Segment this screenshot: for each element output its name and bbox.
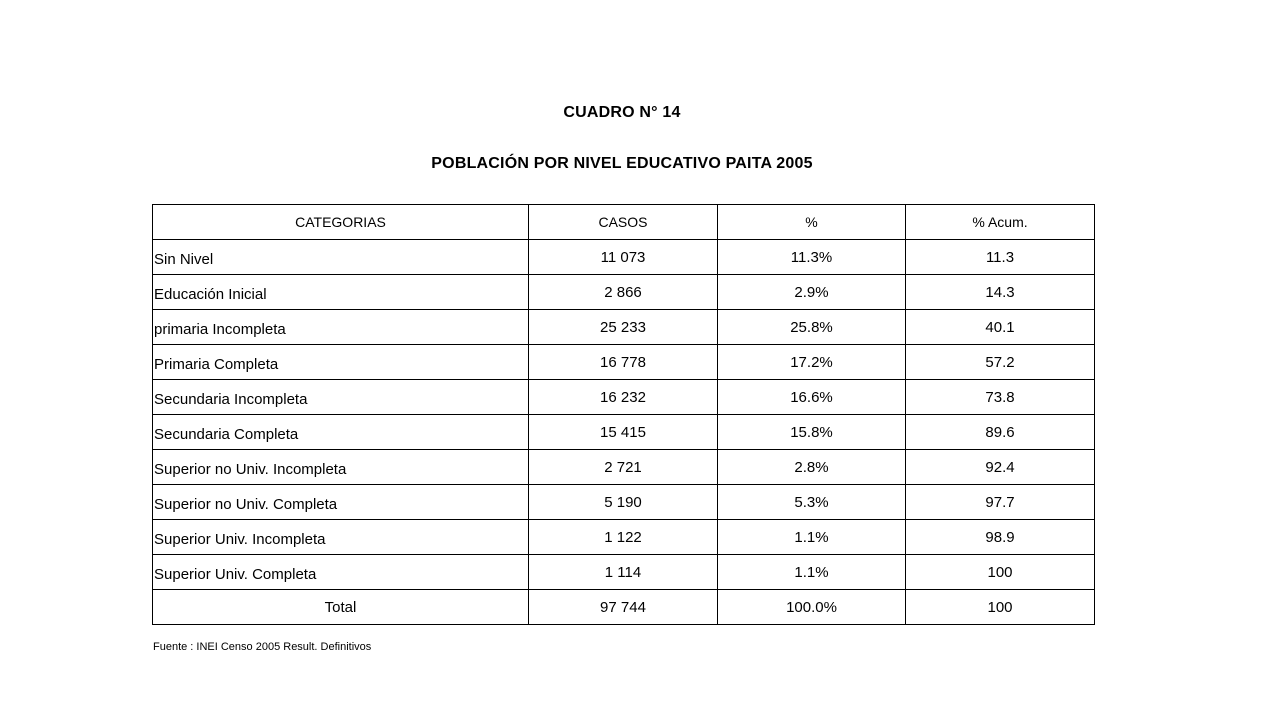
table-row xyxy=(153,380,1095,415)
cell-percent: 25.8% xyxy=(718,310,906,345)
table-row xyxy=(153,520,1095,555)
cell-casos: 16 778 xyxy=(529,345,718,380)
cell-percent: 2.8% xyxy=(718,450,906,485)
cell-category: Primaria Completa xyxy=(153,345,529,380)
cell-category: Superior no Univ. Completa xyxy=(153,485,529,520)
cell-category: Superior Univ. Incompleta xyxy=(153,520,529,555)
cell-percent-acum: 100 xyxy=(906,555,1095,590)
cell-percent-acum: 57.2 xyxy=(906,345,1095,380)
cell-casos: 16 232 xyxy=(529,380,718,415)
cell-percent: 11.3% xyxy=(718,240,906,275)
cell-casos: 11 073 xyxy=(529,240,718,275)
table-row xyxy=(153,275,1095,310)
cell-category: Educación Inicial xyxy=(153,275,529,310)
cell-percent-acum: 89.6 xyxy=(906,415,1095,450)
cell-category: Sin Nivel xyxy=(153,240,529,275)
source-note: Fuente : INEI Censo 2005 Result. Definitivos xyxy=(153,641,372,653)
header-casos: CASOS xyxy=(529,205,718,240)
table-row xyxy=(153,485,1095,520)
cell-casos: 25 233 xyxy=(529,310,718,345)
cell-category: Secundaria Completa xyxy=(153,415,529,450)
table-row xyxy=(153,345,1095,380)
cell-percent-acum: 98.9 xyxy=(906,520,1095,555)
table-subtitle: POBLACIÓN POR NIVEL EDUCATIVO PAITA 2005 xyxy=(431,155,813,172)
table-row xyxy=(153,415,1095,450)
cell-category: Superior no Univ. Incompleta xyxy=(153,450,529,485)
table-row xyxy=(153,310,1095,345)
cell-casos: 5 190 xyxy=(529,485,718,520)
header-percent-acum: % Acum. xyxy=(906,205,1095,240)
cell-percent-acum: 14.3 xyxy=(906,275,1095,310)
cell-total-casos: 97 744 xyxy=(529,590,718,625)
cell-total-percent: 100.0% xyxy=(718,590,906,625)
cell-percent: 5.3% xyxy=(718,485,906,520)
cell-percent-acum: 40.1 xyxy=(906,310,1095,345)
table-title: CUADRO N° 14 xyxy=(563,104,681,121)
cell-percent: 1.1% xyxy=(718,555,906,590)
cell-percent: 16.6% xyxy=(718,380,906,415)
cell-casos: 1 114 xyxy=(529,555,718,590)
cell-category: Secundaria Incompleta xyxy=(153,380,529,415)
cell-casos: 2 721 xyxy=(529,450,718,485)
header-categorias: CATEGORIAS xyxy=(153,205,529,240)
cell-percent-acum: 97.7 xyxy=(906,485,1095,520)
cell-category: Superior Univ. Completa xyxy=(153,555,529,590)
cell-percent-acum: 73.8 xyxy=(906,380,1095,415)
cell-casos: 1 122 xyxy=(529,520,718,555)
cell-total-label: Total xyxy=(153,590,529,625)
total-row xyxy=(153,590,1095,625)
education-table xyxy=(152,204,1095,625)
header-percent: % xyxy=(718,205,906,240)
header-row xyxy=(153,205,1095,240)
cell-percent: 2.9% xyxy=(718,275,906,310)
cell-total-percent-acum: 100 xyxy=(906,590,1095,625)
table-row xyxy=(153,240,1095,275)
table-row xyxy=(153,555,1095,590)
cell-percent: 1.1% xyxy=(718,520,906,555)
cell-category: primaria Incompleta xyxy=(153,310,529,345)
cell-percent: 15.8% xyxy=(718,415,906,450)
cell-percent-acum: 92.4 xyxy=(906,450,1095,485)
cell-casos: 15 415 xyxy=(529,415,718,450)
table-row xyxy=(153,450,1095,485)
cell-percent-acum: 11.3 xyxy=(906,240,1095,275)
cell-percent: 17.2% xyxy=(718,345,906,380)
cell-casos: 2 866 xyxy=(529,275,718,310)
